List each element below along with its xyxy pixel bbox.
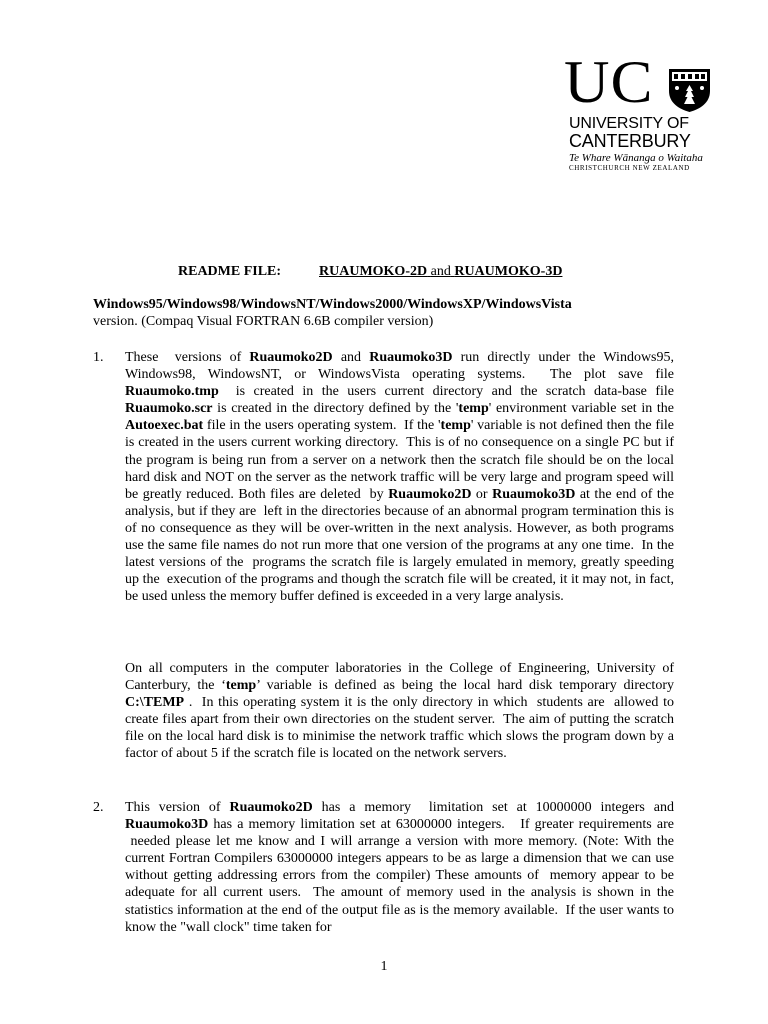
crest-icon — [667, 67, 712, 113]
item-2-paragraph: This version of Ruaumoko2D has a memory limitation set at 10000000 integers and Ruaumoko3D has a memory limitation set at 63000000 integers. If greater requirements are needed please let me know and I will arrange a version with more memory. (Note: With the current Fortran Compilers 63000000 integers appears to be as large a dimension that we can use without getting addressing errors from the compiler) These amounts of memory appear to be adequate for all current users. The amount of memory used in the analysis is shown in the statistics information at the end of the output file as is the memory available. If the user wants to know the "wall clock" time taken for — [125, 800, 674, 935]
title-name-2d: RUAUMOKO-2D — [319, 264, 428, 279]
version-note: version. (Compaq Visual FORTRAN 6.6B compiler version) — [93, 314, 434, 329]
page-number: 1 — [380, 959, 388, 974]
logo-maori-name: Te Whare Wānanga o Waitaha — [569, 152, 703, 164]
intro-block — [93, 296, 673, 330]
logo-city: CHRISTCHURCH NEW ZEALAND — [569, 164, 690, 172]
platform-list: Windows95/Windows98/WindowsNT/Windows2000/WindowsXP/WindowsVista — [93, 297, 572, 312]
logo-letters: UC — [564, 49, 654, 115]
title-program-names — [319, 263, 562, 280]
title-and: and — [430, 264, 451, 279]
item-1-lab-paragraph: On all computers in the computer laboratories in the College of Engineering, University of Canterbury, the ‘temp’ variable is defined as being the local hard disk temporary directory C:\TEMP . In this operating system it is the only directory in which students are allowed to create files apart from their own directories on the student server. The aim of putting the scratch file on the local hard disk is to minimise the network traffic which slows the program down by a factor of about 5 if the scratch file is located on the network servers. — [125, 661, 674, 762]
title-label: README FILE: — [178, 264, 282, 279]
logo-canterbury: CANTERBURY — [569, 131, 691, 151]
item-1-paragraph: These versions of Ruaumoko2D and Ruaumoko3D run directly under the Windows95, Windows98, WindowsNT, or WindowsVista operating systems. The plot save file Ruaumoko.tmp is created in the users current directory and the scratch data-base file Ruaumoko.scr is created in the directory defined by the 'temp' environment variable set in the Autoexec.bat file in the users operating system. If the 'temp' variable is not defined then the file is created in the users current working directory. This is of no consequence on a single PC but if the program is being run from a server on a network then the scratch file should be on the local hard disk and NOT on the server as the network traffic will be very large and program speed will be greatly reduced. Both files are deleted by Ruaumoko2D or Ruaumoko3D at the end of the analysis, but if they are left in the directories because of an abnormal program termination this is of no consequence as they will be over-written in the next analysis. However, as both programs use the same file names do not run more that one version of the programs at any one time. In the latest versions of the programs the scratch file is largely emulated in memory, greatly speeding up the execution of the programs and though the scratch file will be created, it it may not, in fact, be used unless the memory buffer defined is exceeded in a very large analysis. — [125, 350, 675, 605]
title-name-3d: RUAUMOKO-3D — [454, 264, 563, 279]
logo-university-of: UNIVERSITY OF — [569, 115, 689, 132]
university-logo — [564, 49, 720, 176]
item-number-2: 2. — [93, 800, 104, 815]
item-number-1: 1. — [93, 350, 104, 365]
